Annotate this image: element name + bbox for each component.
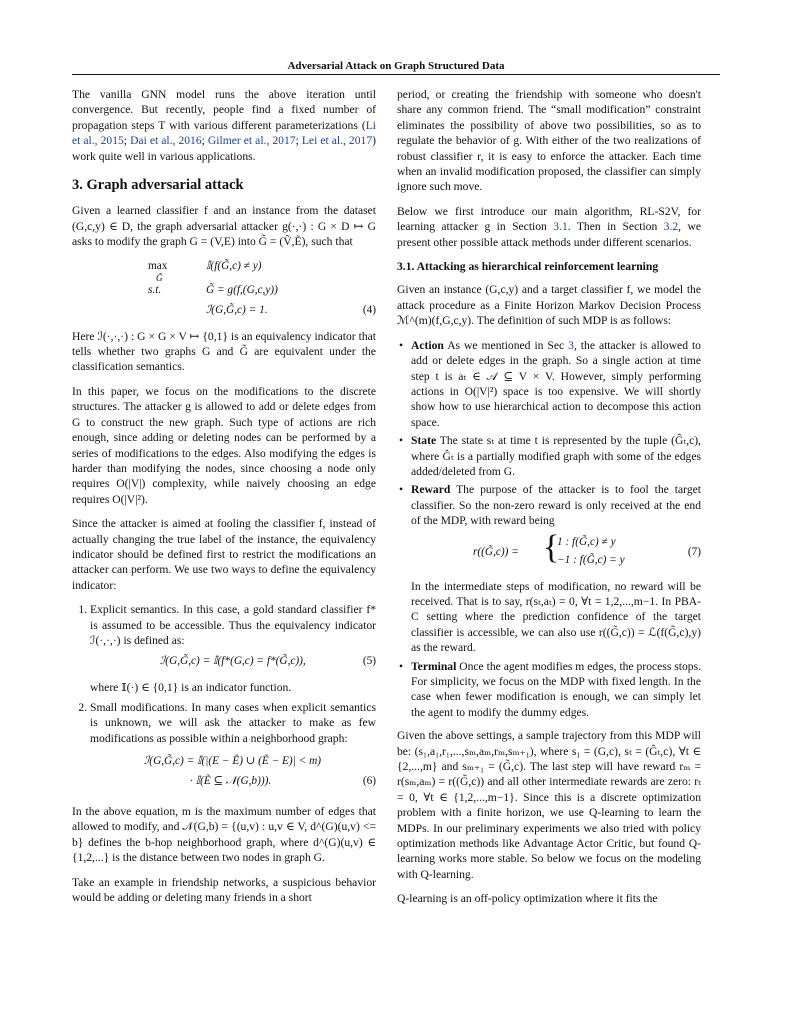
eq7-case-1: 1 : f(G̃,c) ≠ y — [557, 535, 616, 548]
section-ref-3-2[interactable]: 3.2 — [663, 220, 679, 234]
left-column — [72, 87, 376, 914]
eq6-number: (6) — [362, 775, 376, 787]
equivalency-indicator-paragraph: Here ℐ(·,·,·) : G × G × V ↦ {0,1} is an equivalency indicator that tells whether two graphs G and G̃ are equivalent under the classification semantics. — [72, 329, 376, 374]
eq5-number: (5) — [362, 655, 376, 668]
action-text-a: As we mentioned in Sec — [443, 338, 569, 352]
equation-6 — [72, 754, 376, 794]
eq4-constraint-1: G̃ = g(f,(G,c,y)) — [206, 283, 278, 296]
eq4-number: (4) — [362, 303, 376, 316]
list-item-small-modifications — [90, 700, 376, 746]
state-label: State — [411, 434, 437, 448]
problem-definition-paragraph: Given a learned classifier f and an instance from the dataset (G,c,y) ∈ D, the graph adversarial attacker g(·,·) : G × D ↦ G asks to modify the graph G = (V,E) into G̃ = (Ṽ,Ẽ), such that — [72, 204, 376, 249]
eq4-max-sub: G̃ — [156, 272, 163, 283]
explicit-semantics-text: Explicit semantics. In this case, a gold standard classifier f* is assumed to be accessible. Thus the equivalency indicator ℐ(·,·,·) is defined as: — [90, 603, 376, 647]
equation-5 — [90, 650, 376, 672]
eq7-number: (7) — [687, 545, 701, 558]
eq7-brace: { — [543, 528, 560, 566]
attacker-aim-paragraph: Since the attacker is aimed at fooling the classifier f, instead of actually changing the true label of the instance, the equivalency indicator should be defined first to restrict the modifications an attacker can perform. We use two ways to define the equivalency indicator: — [72, 517, 376, 592]
list-item-reward — [411, 482, 701, 655]
state-text: The state sₜ at time t is represented by the tuple (Ĝₜ,c), where Ĝₜ is a partially modified graph with some of the edges added/deleted from G. — [411, 434, 701, 478]
discrete-modifications-paragraph: In this paper, we focus on the modifications to the discrete structures. The attacker g is allowed to add or delete edges from G to construct the new graph. Such type of actions are rich enough, since adding or deleting nodes can be performed by a series of modifications to the edges. Also modifying the edges is harder than modifying the nodes, since choosing a node only requires O(|V|) complexity, while naively choosing an edge requires O(|V|²). — [72, 384, 376, 506]
equation-4 — [72, 259, 376, 323]
eq5-body: ℐ(G,G̃,c) = 𝕀(f*(G,c) = f*(G̃,c)), — [160, 655, 306, 668]
algo-intro-text-b: . Then in Section — [567, 220, 664, 234]
citation-lei-2017[interactable]: Lei et al., 2017 — [301, 134, 373, 148]
intro-paragraph: The vanilla GNN model runs the above iteration until convergence. But recently, people find a fixed number of propagation steps T with various different parameterizations (Li et al., 2015; Dai et al., 2016; Gilmer et al., 2017; Lei et al., 2017) work quite well in various applications. — [72, 88, 376, 163]
action-label: Action — [411, 338, 444, 352]
list-item-action — [411, 338, 701, 430]
citation-li-2015[interactable]: Li et al., 2015 — [72, 118, 376, 148]
citation-gilmer-2017[interactable]: Gilmer et al., 2017 — [207, 134, 296, 148]
eq4-objective: 𝕀(f(G̃,c) ≠ y) — [206, 259, 262, 272]
equation-7 — [411, 528, 701, 571]
small-modifications-text: Small modifications. In many cases when explicit semantics is unknown, we will ask the attacker to make as few modifications as possible within a neighborhood graph: — [90, 700, 376, 745]
algorithm-intro-paragraph — [397, 204, 701, 250]
indicator-note: where 𝕀(·) ∈ {0,1} is an indicator function. — [90, 681, 292, 695]
mdp-components-list — [397, 338, 701, 721]
section-3-heading: 3. Graph adversarial attack — [72, 177, 244, 194]
section-ref-3-1[interactable]: 3.1 — [553, 220, 568, 234]
equivalency-list — [72, 602, 376, 746]
eq4-constraint-2: ℐ(G,G̃,c) = 1. — [206, 303, 268, 316]
right-column — [397, 87, 701, 916]
neighborhood-paragraph: In the above equation, m is the maximum number of edges that allowed to modify, and 𝒩(G,b) = {(u,v) : u,v ∈ V, d^(G)(u,v) <= b} defines the b-hop neighborhood graph, where d^(G)(u,v) ∈ {1,2,...} is the distance between two nodes in graph G. — [72, 805, 376, 865]
eq6-line-1: ℐ(G,G̃,c) = 𝕀(|(E − Ẽ) ∪ (Ẽ − E)| < m) — [144, 755, 321, 767]
section-3-1-heading: 3.1. Attacking as hierarchical reinforcement learning — [397, 260, 659, 274]
eq7-case-2: −1 : f(G̃,c) = y — [557, 553, 625, 566]
eq6-line-2: · 𝕀(Ẽ ⊆ 𝒩(G,b))). — [190, 775, 272, 787]
mdp-definition-paragraph: Given an instance (G,c,y) and a target classifier f, we model the attack procedure as a Finite Horizon Markov Decision Process ℳ^(m)(f,G,c,y). The definition of such MDP is as follows: — [397, 283, 701, 328]
reward-label: Reward — [411, 483, 451, 497]
eq4-max: max — [148, 259, 168, 272]
action-text-b: , the attacker is allowed to add or delete edges in the graph. So a single action at time step t is aₜ ∈ 𝒜 ⊆ V × V. However, simply performing actions in O(|V|²) space is too expensive. We will shortly show how to use hierarchical action to decompose this action space. — [411, 338, 701, 429]
friendship-example-paragraph: Take an example in friendship networks, a suspicious behavior would be adding or deleting many friends in a short — [72, 875, 376, 905]
citation-dai-2016[interactable]: Dai et al., 2016 — [130, 134, 202, 148]
reward-after-text: In the intermediate steps of modification, no reward will be received. That is to say, r(sₜ,aₜ) = 0, ∀t = 1,2,...,m−1. In PBA-C setting where the prediction confidence of the target classifier is accessible, we can also use r((G̃,c)) = ℒ(f(G̃,c),y) as the reward. — [411, 579, 701, 655]
eq7-lhs: r((G̃,c)) = — [473, 545, 519, 558]
terminal-label: Terminal — [411, 659, 457, 673]
eq4-st: s.t. — [148, 283, 162, 296]
algo-intro-text-c: , we present other possible attack methods under different scenarios. — [397, 220, 701, 249]
list-item-state — [411, 433, 701, 479]
list-item-explicit-semantics — [90, 602, 376, 696]
reward-text: The purpose of the attacker is to fool the target classifier. So the non-zero reward is only received at the end of the MDP, with reward being — [411, 483, 701, 528]
small-modification-paragraph: period, or creating the friendship with someone who doesn't share any common friend. The “small modification” constraint eliminates the possibility of above two possibilities, so as to regulate the behavior of g. With either of the two realizations of robust classifier r, it is easy to enforce the attacker. Each time when an invalid modification proposed, the classifier can simply ignore such move. — [397, 88, 701, 194]
q-learning-paragraph: Q-learning is an off-policy optimization where it fits the — [397, 892, 658, 906]
intro-text-b: ) work quite well in various applications. — [72, 134, 376, 163]
intro-text-a: The vanilla GNN model runs the above iteration until convergence. But recently, people find a fixed number of propagation steps T with various different parameterizations ( — [72, 88, 376, 132]
header-rule — [72, 74, 720, 75]
list-item-terminal — [411, 659, 701, 721]
algo-intro-text-a: Below we first introduce our main algorithm, RL-S2V, for learning attacker g in Section — [397, 204, 701, 234]
terminal-text: Once the agent modifies m edges, the process stops. For simplicity, we focus on the MDP with fixed length. In the case when fewer modification is enough, we can simply let the agent to modify the dummy edges. — [411, 659, 701, 719]
running-header: Adversarial Attack on Graph Structured Data — [287, 60, 505, 72]
trajectory-paragraph: Given the above settings, a sample trajectory from this MDP will be: (s₁,a₁,r₁,...,sₘ,aₘ,rₘ,sₘ₊₁), where s₁ = (G,c), sₜ = (Ĝₜ,c), ∀t ∈ {2,...,m} and sₘ₊₁ = (G̃,c). The last step will have reward rₘ = r(sₘ,aₘ) = r((G̃,c)) and all other intermediate rewards are zero: rₜ = 0, ∀t ∈ {1,2,...,m−1}. Since this is a discrete optimization problem with a finite horizon, we use Q-learning to learn the MDPs. In our preliminary experiments we also tried with policy optimization methods like Advantage Actor Critic, but found Q-learning works more stable. So below we focus on the modeling with Q-learning. — [397, 729, 701, 881]
section-ref-3[interactable]: 3 — [568, 338, 574, 352]
